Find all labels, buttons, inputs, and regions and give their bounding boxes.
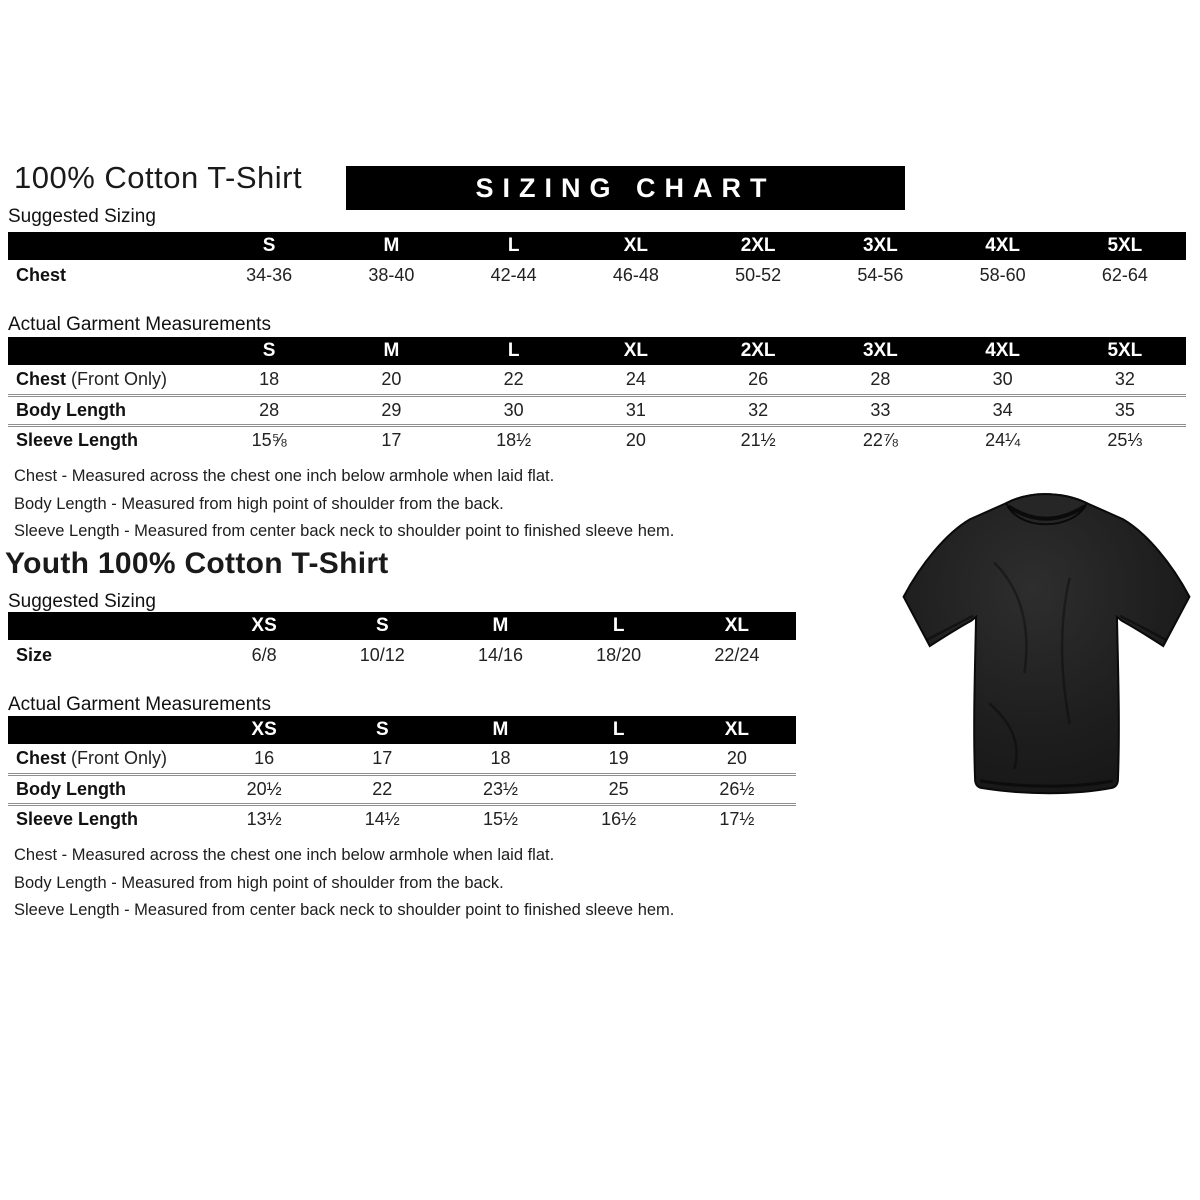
size-column-header: XL	[724, 615, 750, 636]
body-length-cell: 33	[819, 395, 941, 425]
body-length-cell: 32	[697, 395, 819, 425]
chest-cell: 22	[503, 368, 524, 389]
chest-range-cell: 42-44	[490, 264, 537, 285]
body-length-cell: 30	[453, 395, 575, 425]
youth-suggested-sizing-table	[8, 612, 796, 670]
chest-cell: 26	[748, 368, 769, 389]
youth-suggested-sizing-label: Suggested Sizing	[8, 591, 156, 612]
sleeve-length-cell: 17	[330, 425, 452, 455]
size-column-header: 3XL	[862, 340, 898, 361]
row-label-text: Chest	[16, 747, 67, 768]
table-header-row	[8, 232, 1186, 260]
row-label	[8, 365, 208, 395]
chest-cell: 19	[608, 747, 629, 768]
chest-range-cell: 50-52	[735, 264, 782, 285]
note-chest: Chest - Measured across the chest one inch below armhole when laid flat.	[14, 467, 555, 485]
row-label	[8, 260, 208, 290]
size-column-header: 5XL	[1107, 340, 1143, 361]
row-label-suffix: (Front Only)	[66, 368, 168, 389]
sizing-chart-banner: SIZING CHART	[346, 166, 905, 210]
row-label-text: Body Length	[16, 399, 126, 420]
size-column-header: 3XL	[862, 235, 898, 256]
row-label	[8, 774, 205, 804]
youth-measurement-notes	[14, 842, 674, 925]
chest-cell: 20	[726, 747, 747, 768]
row-label	[8, 425, 208, 455]
adult-actual-measurements-label: Actual Garment Measurements	[8, 314, 271, 335]
table-header-row	[8, 716, 796, 744]
sleeve-length-cell: 24¼	[942, 425, 1064, 455]
chest-cell: 16	[254, 747, 275, 768]
sleeve-length-cell: 17½	[678, 804, 796, 834]
row-label	[8, 744, 205, 774]
size-column-header: XL	[623, 235, 649, 256]
row-label-text: Chest	[16, 264, 67, 285]
row-label	[8, 804, 205, 834]
body-length-cell: 23½	[441, 774, 559, 804]
tshirt-body	[904, 494, 1190, 793]
body-length-cell: 34	[942, 395, 1064, 425]
sleeve-length-cell: 15⅝	[208, 425, 330, 455]
size-column-header: 2XL	[740, 340, 776, 361]
chest-range-cell: 58-60	[979, 264, 1026, 285]
sleeve-length-cell: 13½	[205, 804, 323, 834]
table-header-row	[8, 612, 796, 640]
size-column-header: 2XL	[740, 235, 776, 256]
table-row	[8, 425, 1186, 455]
row-label-text: Chest	[16, 368, 67, 389]
youth-actual-measurements-table	[8, 716, 796, 834]
chest-cell: 20	[381, 368, 402, 389]
chest-cell: 32	[1114, 368, 1135, 389]
size-column-header: M	[383, 235, 400, 256]
size-column-header: S	[262, 235, 276, 256]
table-row	[8, 774, 796, 804]
size-range-cell: 10/12	[359, 644, 405, 665]
sleeve-length-cell: 18½	[453, 425, 575, 455]
chest-range-cell: 62-64	[1101, 264, 1148, 285]
chest-range-cell: 38-40	[368, 264, 415, 285]
size-range-cell: 14/16	[477, 644, 523, 665]
size-column-header: XL	[724, 719, 750, 740]
chest-range-cell: 34-36	[246, 264, 293, 285]
size-range-cell: 18/20	[596, 644, 642, 665]
size-column-header: M	[383, 340, 400, 361]
size-column-header: S	[262, 340, 276, 361]
note-body-length: Body Length - Measured from high point of shoulder from the back.	[14, 873, 504, 892]
size-column-header: L	[612, 615, 625, 636]
chest-cell: 18	[490, 747, 511, 768]
size-column-header: L	[507, 235, 520, 256]
body-length-cell: 28	[208, 395, 330, 425]
row-label-suffix: (Front Only)	[66, 747, 168, 768]
size-range-cell: 6/8	[251, 644, 277, 665]
table-row	[8, 365, 1186, 395]
size-range-cell: 22/24	[714, 644, 760, 665]
size-column-header: 4XL	[985, 235, 1021, 256]
sleeve-length-cell: 16½	[560, 804, 678, 834]
size-column-header: S	[375, 719, 389, 740]
chest-cell: 28	[870, 368, 891, 389]
table-row	[8, 395, 1186, 425]
sleeve-length-cell: 20	[575, 425, 697, 455]
body-length-cell: 22	[323, 774, 441, 804]
size-column-header: L	[507, 340, 520, 361]
body-length-cell: 31	[575, 395, 697, 425]
chest-cell: 17	[372, 747, 393, 768]
sleeve-length-cell: 25⅓	[1064, 425, 1186, 455]
corner-cell	[8, 337, 208, 365]
size-column-header: XS	[251, 615, 277, 636]
size-column-header: M	[492, 719, 509, 740]
adult-actual-measurements-table	[8, 337, 1186, 455]
adult-measurement-notes	[14, 463, 674, 546]
chest-cell: 30	[992, 368, 1013, 389]
size-column-header: 5XL	[1107, 235, 1143, 256]
adult-section-title: 100% Cotton T-Shirt	[14, 160, 303, 195]
body-length-cell: 20½	[205, 774, 323, 804]
table-row	[8, 260, 1186, 290]
note-chest: Chest - Measured across the chest one inch below armhole when laid flat.	[14, 846, 555, 864]
table-row	[8, 640, 796, 670]
corner-cell	[8, 612, 205, 640]
table-row	[8, 804, 796, 834]
row-label-text: Size	[16, 644, 53, 665]
sleeve-length-cell: 21½	[697, 425, 819, 455]
corner-cell	[8, 716, 205, 744]
adult-suggested-sizing-label: Suggested Sizing	[8, 206, 156, 227]
table-header-row	[8, 337, 1186, 365]
size-column-header: XL	[623, 340, 649, 361]
row-label	[8, 640, 205, 670]
size-column-header: 4XL	[985, 340, 1021, 361]
row-label	[8, 395, 208, 425]
note-sleeve-length: Sleeve Length - Measured from center back neck to shoulder point to finished sleeve hem.	[14, 901, 675, 919]
youth-section-title: Youth 100% Cotton T-Shirt	[5, 547, 389, 580]
youth-actual-measurements-label: Actual Garment Measurements	[8, 694, 271, 715]
table-row	[8, 744, 796, 774]
tshirt-image	[891, 482, 1198, 802]
size-column-header: XS	[251, 719, 277, 740]
row-label-text: Sleeve Length	[16, 809, 139, 830]
body-length-cell: 25	[560, 774, 678, 804]
note-sleeve-length: Sleeve Length - Measured from center back neck to shoulder point to finished sleeve hem.	[14, 522, 675, 540]
chest-cell: 24	[625, 368, 646, 389]
chest-range-cell: 54-56	[857, 264, 904, 285]
size-column-header: L	[612, 719, 625, 740]
size-column-header: M	[492, 615, 509, 636]
row-label-text: Body Length	[16, 778, 126, 799]
corner-cell	[8, 232, 208, 260]
adult-suggested-sizing-table	[8, 232, 1186, 290]
row-label-text: Sleeve Length	[16, 430, 139, 451]
sleeve-length-cell: 15½	[441, 804, 559, 834]
body-length-cell: 26½	[678, 774, 796, 804]
body-length-cell: 29	[330, 395, 452, 425]
body-length-cell: 35	[1064, 395, 1186, 425]
size-column-header: S	[375, 615, 389, 636]
sleeve-length-cell: 14½	[323, 804, 441, 834]
chest-range-cell: 46-48	[612, 264, 659, 285]
note-body-length: Body Length - Measured from high point of shoulder from the back.	[14, 494, 504, 513]
chest-cell: 18	[259, 368, 280, 389]
sleeve-length-cell: 22⅞	[819, 425, 941, 455]
